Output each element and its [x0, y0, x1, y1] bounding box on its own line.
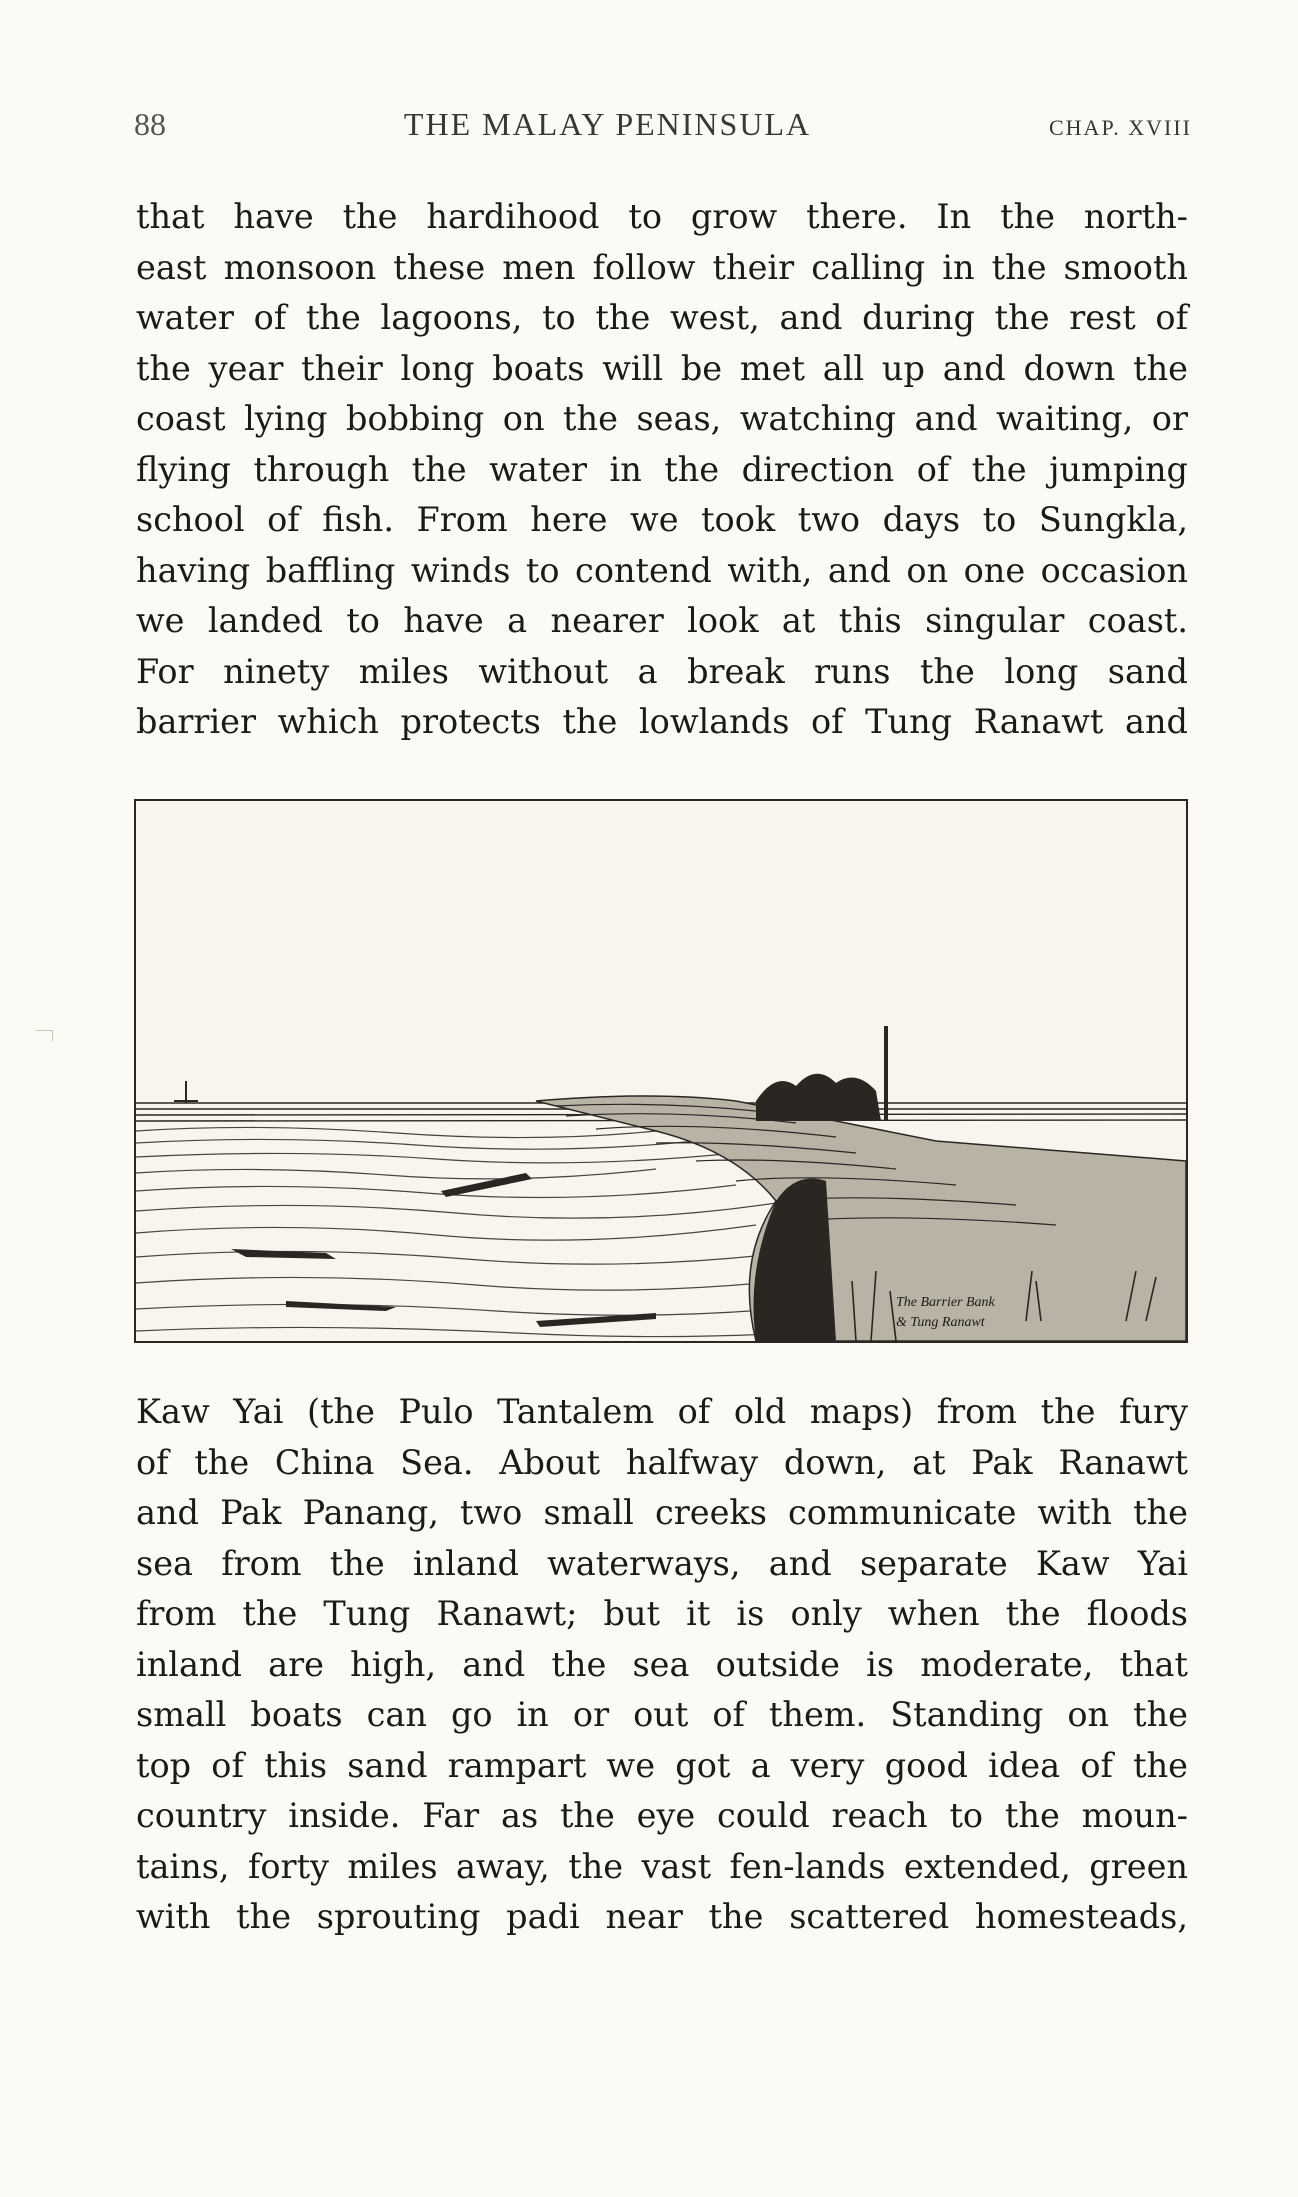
- text-line: from the Tung Ranawt; but it is only when the floods: [136, 1594, 1188, 1633]
- text-line: having baffling winds to contend with, and on one occasion: [136, 550, 1188, 590]
- text-line: with the sprouting padi near the scattered homesteads,: [136, 1897, 1188, 1936]
- text-line: inland are high, and the sea outside is moderate, that: [136, 1644, 1188, 1684]
- text-line: water of the lagoons, to the west, and during the rest of: [136, 298, 1188, 337]
- running-title: THE MALAY PENINSULA: [403, 106, 812, 142]
- margin-mark: [36, 1030, 53, 1041]
- figure-caption-line1: The Barrier Bank: [896, 1295, 995, 1310]
- body-text-top: [136, 192, 1188, 748]
- text-line: the year their long boats will be met all up and down the: [136, 348, 1188, 388]
- text-line: tains, forty miles away, the vast fen-lands extended, green: [136, 1846, 1188, 1886]
- text-line: that have the hardihood to grow there. In the north-: [136, 197, 1188, 236]
- body-text-bottom: [136, 1387, 1188, 1943]
- text-line: of the China Sea. About halfway down, at Pak Ranawt: [136, 1442, 1188, 1482]
- text-line: For ninety miles without a break runs the long sand: [136, 651, 1188, 691]
- text-line: country inside. Far as the eye could reach to the moun-: [136, 1796, 1188, 1835]
- figure-caption-line2: & Tung Ranawt: [896, 1315, 985, 1330]
- chapter-mark: CHAP. XVIII: [1049, 115, 1192, 140]
- text-line: sea from the inland waterways, and separate Kaw Yai: [136, 1543, 1188, 1583]
- text-line: small boats can go in or out of them. Standing on the: [136, 1695, 1188, 1734]
- text-line: and Pak Panang, two small creeks communicate with the: [136, 1493, 1188, 1532]
- text-line: east monsoon these men follow their calling in the smooth: [136, 247, 1188, 287]
- text-line: school of fish. From here we took two days to Sungkla,: [136, 500, 1188, 539]
- text-line: Kaw Yai (the Pulo Tantalem of old maps) from the fury: [136, 1392, 1188, 1431]
- page-number: 88: [134, 106, 166, 142]
- running-header: [134, 106, 1192, 150]
- illustration-barrier-bank: [134, 799, 1188, 1343]
- text-line: coast lying bobbing on the seas, watching and waiting, or: [136, 399, 1188, 438]
- text-line: barrier which protects the lowlands of Tung Ranawt and: [136, 702, 1188, 741]
- engraving-seascape: [136, 801, 1186, 1341]
- text-line: top of this sand rampart we got a very good idea of the: [136, 1745, 1188, 1785]
- text-line: we landed to have a nearer look at this singular coast.: [136, 601, 1188, 640]
- text-line: flying through the water in the direction of the jumping: [136, 449, 1188, 489]
